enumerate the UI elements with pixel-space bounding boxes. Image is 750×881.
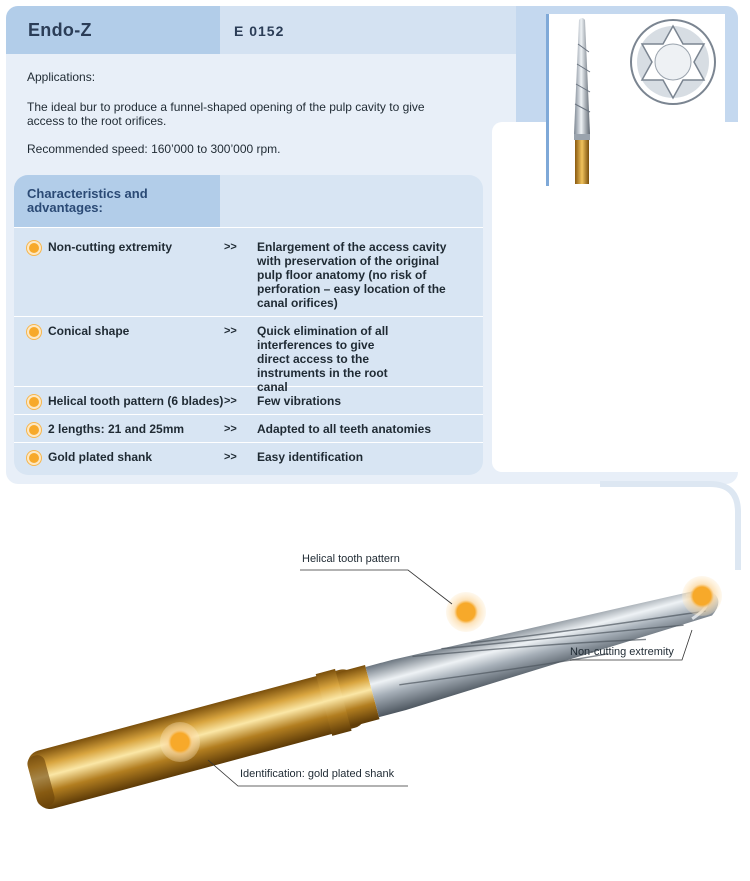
bullet-icon [29,243,39,253]
callout-tip: Non-cutting extremity [570,646,674,658]
feature-label: Helical tooth pattern (6 blades) [48,394,224,408]
feature-label: Conical shape [48,324,130,338]
benefit-text: Quick elimination of all interferences to give direct access to the instruments in the root canal [257,324,389,394]
cross-section-icon [631,20,715,104]
tip-marker-icon [682,576,722,616]
bullet-icon [29,425,39,435]
arrow-separator: >> [224,423,237,435]
row-divider [14,386,483,387]
bur-thumbnail-icon [574,18,590,184]
feature-label: Gold plated shank [48,450,153,464]
arrow-separator: >> [224,451,237,463]
bullet-icon [29,327,39,337]
arrow-separator: >> [224,241,237,253]
gold-shank [24,661,381,814]
feature-label: 2 lengths: 21 and 25mm [48,422,185,436]
arrow-separator: >> [224,325,237,337]
row-divider [14,227,483,228]
shank-marker-icon [160,722,200,762]
benefit-text: Adapted to all teeth anatomies [257,422,432,436]
product-thumbnail [549,14,725,186]
callout-helical: Helical tooth pattern [302,553,400,565]
applications-label: Applications: [27,70,96,84]
arrow-separator: >> [224,395,237,407]
benefit-text: Few vibrations [257,394,342,408]
callout-shank: Identification: gold plated shank [240,768,395,780]
row-divider [14,414,483,415]
bullet-icon [29,397,39,407]
bur-illustration [0,540,750,840]
helical-leader-line [300,570,452,604]
row-divider [14,316,483,317]
benefit-text: Easy identification [257,450,364,464]
row-divider [14,442,483,443]
product-title: Endo-Z [28,20,92,40]
product-image-card [546,14,725,186]
bullet-icon [29,453,39,463]
applications-description: The ideal bur to produce a funnel-shaped opening of the pulp cavity to give access to the root orifices. [27,100,425,128]
recommended-speed: Recommended speed: 160’000 to 300’000 rpm. [27,142,281,156]
product-code: E 0152 [234,23,285,39]
benefit-text: Enlargement of the access cavity with preservation of the original pulp floor anatomy (no risk of perforation – easy location of the canal orifices) [257,240,447,310]
helical-marker-icon [446,592,486,632]
characteristics-title: Characteristics and advantages: [27,186,148,215]
feature-label: Non-cutting extremity [48,240,173,254]
